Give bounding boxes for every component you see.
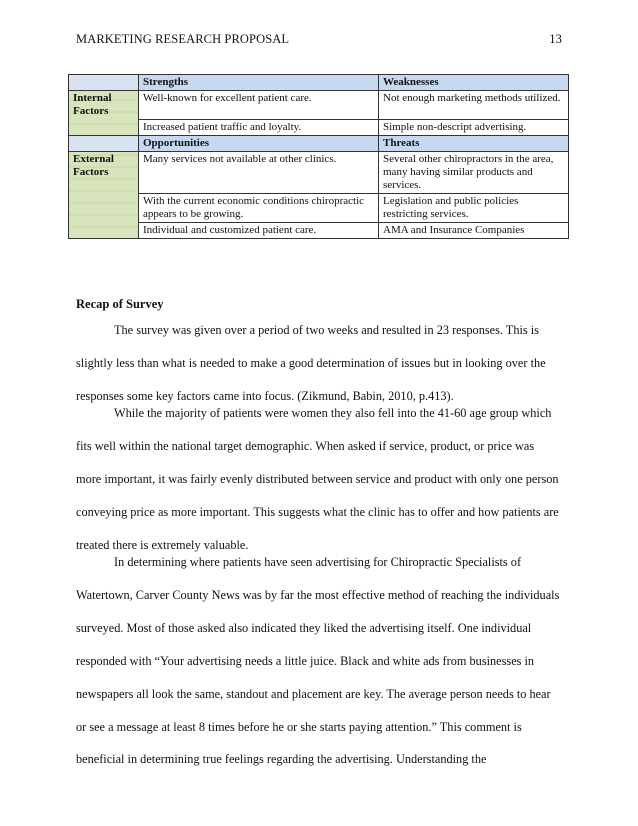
strength-cell: Increased patient traffic and loyalty. [139, 120, 379, 136]
opportunities-header: Opportunities [139, 136, 379, 152]
table-row [69, 194, 569, 223]
internal-factors-label: Internal Factors [69, 91, 139, 136]
swot-table [68, 74, 569, 239]
section-heading: Recap of Survey [76, 297, 164, 311]
table-row [69, 223, 569, 239]
strengths-header: Strengths [139, 75, 379, 91]
body-paragraph: In determining where patients have seen advertising for Chiropractic Specialists of Watertown, Carver County News was by far the most effective method of reaching the individuals surveyed. Most of those asked also indicated they liked the advertising itself. One individual responded with “Your advertising needs a little juice. Black and white ads from businesses in newspapers all look the same, standout and placement are key. The average person needs to hear or see a message at least 8 times before he or she starts paying attention.” This comment is beneficial in determining true feelings regarding the advertising. Understanding the [76, 555, 560, 767]
body-paragraph: The survey was given over a period of two weeks and resulted in 23 responses. This is slightly less than what is needed to make a good determination of issues but in looking over the responses some key factors came into focus. (Zikmund, Babin, 2010, p.413). [76, 323, 546, 403]
table-row [69, 120, 569, 136]
body-paragraph: While the majority of patients were women they also fell into the 41-60 age group which fits well within the national target demographic. When asked if service, product, or price was more important, it was fairly evenly distributed between service and product with only one person conveying price as more important. This suggests what the clinic has to offer and how patients are treated there is extremely valuable. [76, 406, 559, 552]
table-side-spacer [69, 136, 139, 152]
opportunity-cell: With the current economic conditions chiropractic appears to be growing. [139, 194, 379, 223]
threat-cell: AMA and Insurance Companies [379, 223, 569, 239]
strength-cell: Well-known for excellent patient care. [139, 91, 379, 120]
opportunity-cell: Many services not available at other clinics. [139, 152, 379, 194]
threat-cell: Several other chiropractors in the area, many having similar products and services. [379, 152, 569, 194]
weakness-cell: Simple non-descript advertising. [379, 120, 569, 136]
page-number: 13 [549, 32, 562, 46]
external-factors-label: External Factors [69, 152, 139, 239]
opportunity-cell: Individual and customized patient care. [139, 223, 379, 239]
table-corner-cell [69, 75, 139, 91]
swot-header-row-external [69, 136, 569, 152]
page-header [76, 32, 562, 50]
weaknesses-header: Weaknesses [379, 75, 569, 91]
table-row [69, 152, 569, 194]
weakness-cell: Not enough marketing methods utilized. [379, 91, 569, 120]
table-row [69, 91, 569, 120]
running-title: MARKETING RESEARCH PROPOSAL [76, 32, 290, 46]
swot-header-row-internal [69, 75, 569, 91]
threat-cell: Legislation and public policies restricting services. [379, 194, 569, 223]
threats-header: Threats [379, 136, 569, 152]
